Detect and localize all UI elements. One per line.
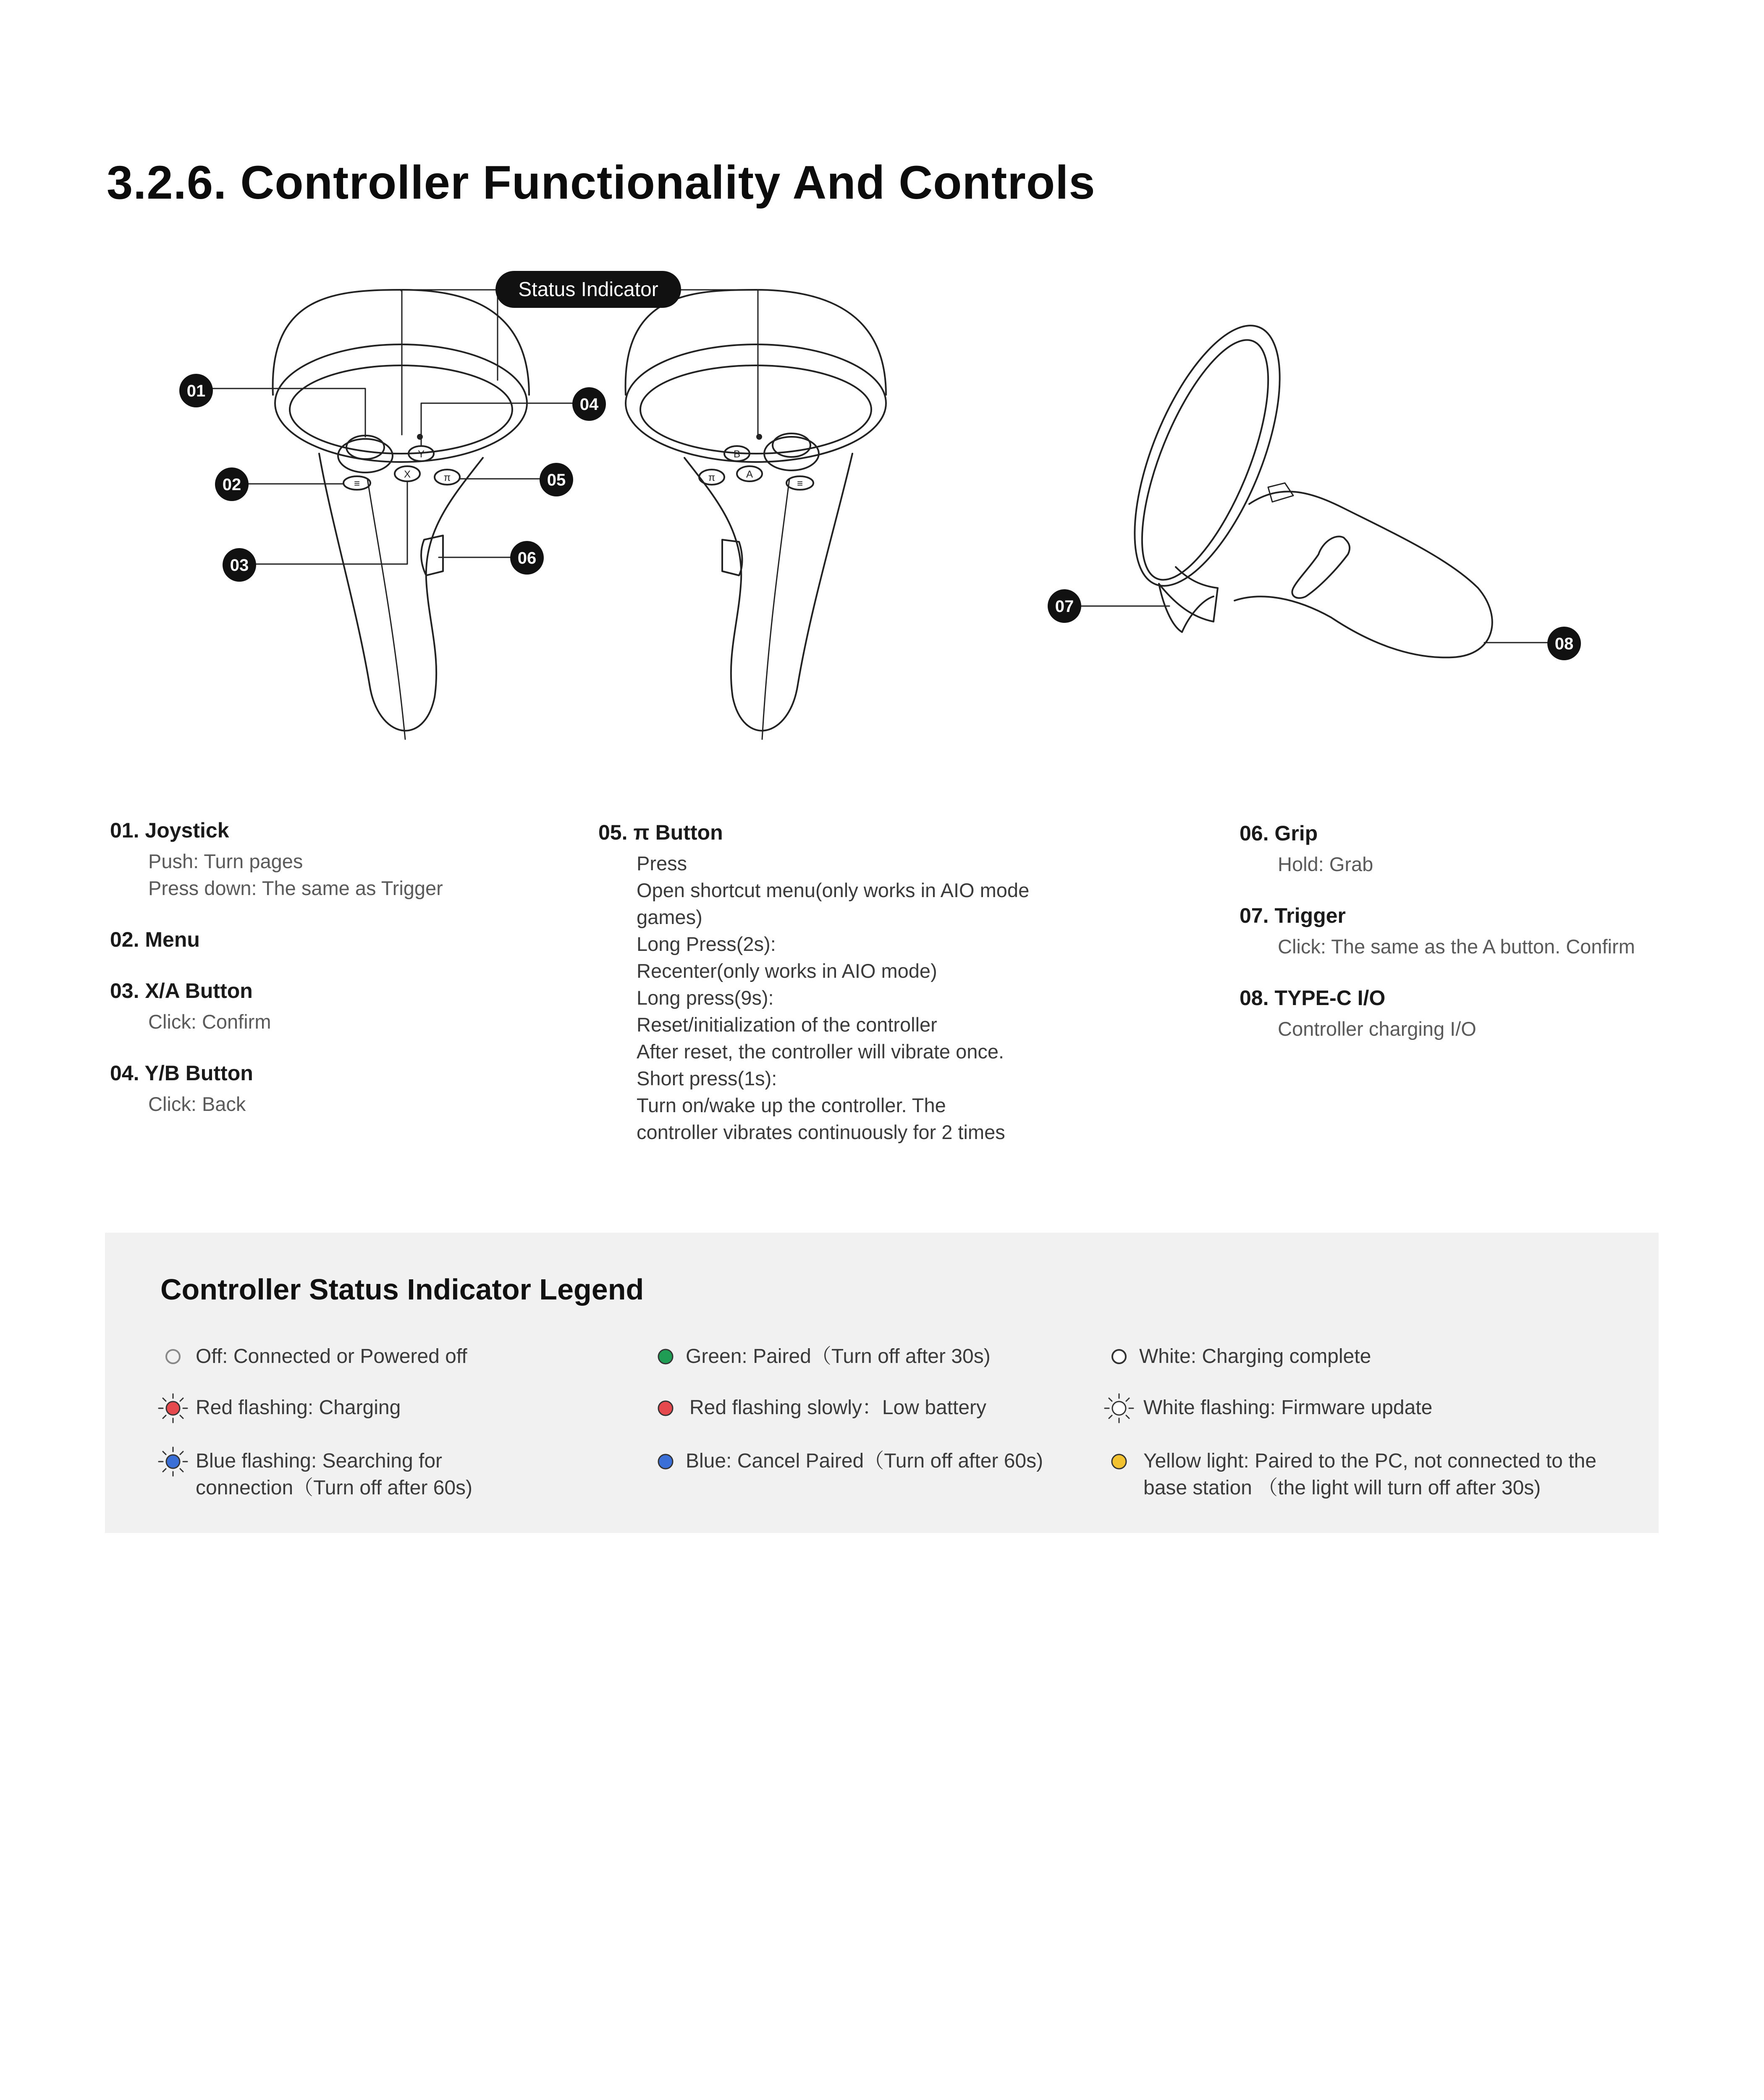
control-item-trigger [1240, 902, 1680, 960]
control-line: Press down: The same as Trigger [148, 877, 443, 899]
control-item-joystick [110, 817, 551, 902]
glyph-menu-right: ≡ [797, 478, 803, 489]
status-legend-panel [105, 1233, 1659, 1533]
glyph-pi-left: π [443, 472, 451, 483]
controls-column-1 [110, 817, 551, 1142]
legend-line: Yellow light: Paired to the PC, not connected to the [1143, 1450, 1596, 1472]
legend-entry-blue-flashing [196, 1448, 472, 1502]
legend-title: Controller Status Indicator Legend [160, 1273, 644, 1306]
callout-07 [1048, 589, 1081, 623]
svg-text:07: 07 [1055, 597, 1074, 616]
control-item-type-c [1240, 984, 1680, 1042]
dot-red-icon [653, 1396, 678, 1421]
flash-white-icon [1102, 1391, 1136, 1425]
callout-03 [223, 548, 256, 582]
left-controller-drawing [273, 290, 529, 739]
legend-line: base station （the light will turn off after 30s) [1143, 1477, 1541, 1499]
svg-text:03: 03 [230, 556, 249, 575]
callout-02 [215, 467, 249, 501]
legend-entry-off: Off: Connected or Powered off [196, 1345, 467, 1368]
glyph-menu-left: ≡ [354, 478, 360, 489]
svg-text:05: 05 [547, 471, 566, 489]
control-line: Reset/initialization of the controller [637, 1013, 937, 1036]
control-line: Short press(1s): [637, 1067, 777, 1089]
control-item-grip [1240, 820, 1680, 878]
callout-08 [1547, 627, 1581, 660]
glyph-pi-right: π [708, 472, 716, 483]
control-title: 02. Menu [110, 928, 200, 951]
control-item-yb-button [110, 1060, 551, 1118]
control-item-menu [110, 926, 551, 953]
legend-entry-yellow [1143, 1448, 1596, 1502]
side-controller-drawing [1105, 307, 1492, 657]
svg-text:06: 06 [517, 549, 537, 567]
legend-entry-white-flashing: White flashing: Firmware update [1143, 1396, 1433, 1419]
control-line: Push: Turn pages [148, 850, 303, 872]
control-title: 08. TYPE-C I/O [1240, 986, 1386, 1010]
status-indicator-label: Status Indicator [518, 278, 658, 301]
legend-line: Blue flashing: Searching for [196, 1450, 443, 1472]
glyph-b: B [733, 449, 741, 460]
controller-diagram [0, 0, 1764, 777]
control-line: Click: The same as the A button. Confirm [1278, 935, 1635, 958]
legend-entry-white: White: Charging complete [1139, 1345, 1371, 1368]
legend-line: connection（Turn off after 60s) [196, 1477, 473, 1499]
page-title: 3.2.6. Controller Functionality And Controls [107, 156, 1096, 209]
control-line: Long press(9s): [637, 987, 774, 1009]
control-title: 06. Grip [1240, 822, 1318, 845]
control-item-pi-button [598, 819, 1102, 1146]
control-title: 04. Y/B Button [110, 1061, 253, 1085]
control-line: games) [637, 906, 702, 928]
control-line: Click: Confirm [148, 1011, 271, 1033]
control-title: 03. X/A Button [110, 979, 253, 1003]
callout-06 [510, 541, 544, 575]
control-title: 01. Joystick [110, 819, 229, 842]
flash-red-icon [156, 1391, 190, 1425]
control-line: Controller charging I/O [1278, 1018, 1476, 1040]
glyph-y: Y [417, 449, 425, 460]
svg-text:01: 01 [186, 382, 206, 400]
controls-column-2 [598, 819, 1102, 1170]
control-line: Click: Back [148, 1093, 246, 1115]
dot-green-icon [653, 1344, 678, 1369]
control-line: Press [637, 852, 687, 874]
control-line: Turn on/wake up the controller. The [637, 1094, 946, 1116]
control-line: Recenter(only works in AIO mode) [637, 960, 937, 982]
control-line: Long Press(2s): [637, 933, 776, 955]
control-title: 05. π Button [598, 821, 723, 844]
control-line: controller vibrates continuously for 2 times [637, 1121, 1005, 1143]
svg-text:02: 02 [222, 475, 241, 494]
control-line: Hold: Grab [1278, 853, 1373, 875]
controls-column-3 [1240, 820, 1680, 1067]
control-item-xa-button [110, 977, 551, 1035]
svg-text:08: 08 [1554, 635, 1574, 653]
callout-01 [179, 374, 213, 407]
legend-entry-green: Green: Paired（Turn off after 30s) [686, 1345, 991, 1368]
flash-blue-icon [156, 1445, 190, 1478]
right-controller-drawing [626, 290, 886, 739]
glyph-a: A [746, 469, 753, 480]
dot-yellow-icon [1106, 1449, 1132, 1474]
control-line: After reset, the controller will vibrate once. [637, 1040, 1004, 1063]
legend-entry-red-flashing: Red flashing: Charging [196, 1396, 401, 1419]
legend-entry-blue: Blue: Cancel Paired（Turn off after 60s) [686, 1450, 1043, 1472]
control-line: Open shortcut menu(only works in AIO mode [637, 879, 1030, 901]
svg-text:04: 04 [579, 395, 599, 414]
glyph-x: X [404, 469, 411, 480]
control-title: 07. Trigger [1240, 904, 1346, 927]
callout-05 [540, 463, 573, 496]
callout-04 [572, 387, 606, 421]
dot-blue-icon [653, 1449, 678, 1474]
dot-outline-white-icon [1106, 1344, 1132, 1369]
legend-entry-red-slow: Red flashing slowly：Low battery [689, 1396, 986, 1419]
dot-outline-gray-icon [160, 1344, 186, 1369]
